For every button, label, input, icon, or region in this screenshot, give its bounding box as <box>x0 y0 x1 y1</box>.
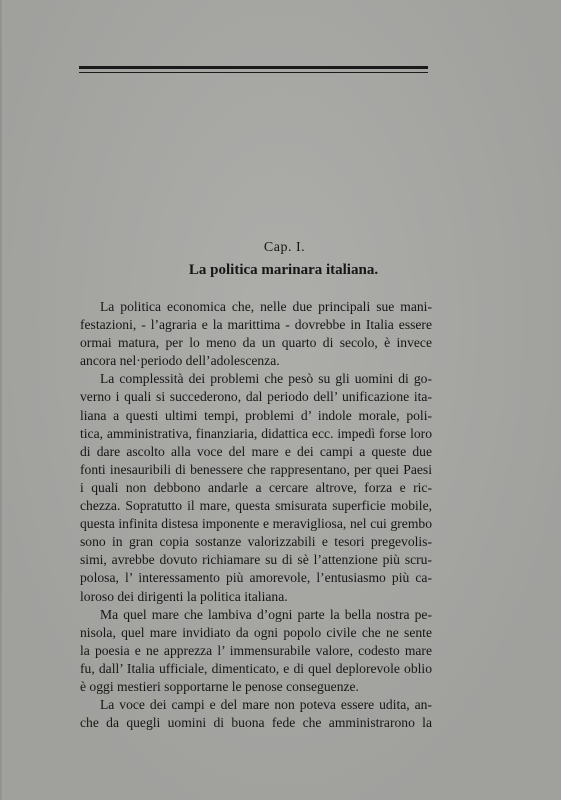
text-line: la poesia e ne apprezza l’ immensurabile valore, codesto mare <box>80 642 432 658</box>
text-line: nisola, quel mare invidiato da ogni popolo civile che ne sente <box>80 624 432 640</box>
text-line: liana a questi ultimi tempi, problemi d’ indole morale, poli- <box>80 407 432 423</box>
text-line: fonti inesauribili di benessere che rappresentano, per quei Paesi <box>80 461 432 477</box>
header-rule-thick <box>79 66 428 69</box>
chapter-title: La politica marinara italiana. <box>188 262 379 278</box>
text-line: ormai matura, per lo meno da un quarto di secolo, è invece <box>80 335 432 351</box>
text-line: polosa, l’ interessamento più amorevole, l’entusiasmo più ca- <box>80 570 432 586</box>
text-line: verno i quali si succederono, dal periodo dell’ unificazione ita- <box>80 389 432 405</box>
text-line: festazioni, - l’agraria e la marittima - dovrebbe in Italia essere <box>80 317 432 333</box>
text-line: tica, amministrativa, finanziaria, didattica ecc. impedì forse loro <box>80 425 432 441</box>
text-line: Ma quel mare che lambiva d’ogni parte la bella nostra pe- <box>100 606 432 622</box>
text-line: loroso dei dirigenti la politica italiana. <box>80 588 288 604</box>
text-line: che da quegli uomini di buona fede che amministrarono la <box>80 715 432 731</box>
text-line: di dare ascolto alla voce del mare e dei campi a queste due <box>80 443 432 459</box>
text-line: fu, dall’ Italia ufficiale, dimenticato, e di quel deplorevole oblio <box>80 660 432 676</box>
text-line: è oggi mestieri sopportarne le penose conseguenze. <box>80 678 359 694</box>
page-edge-shadow <box>0 0 4 800</box>
text-line: La politica economica che, nelle due principali sue mani- <box>100 299 432 314</box>
chapter-heading: Cap. I. <box>263 240 306 255</box>
text-line: La voce dei campi e del mare non poteva essere udita, an- <box>100 697 432 713</box>
text-line: La complessità dei problemi che pesò su gli uomini di go- <box>100 371 432 387</box>
text-line: simi, avrebbe dovuto richiamare su di sè l’attenzione più scru- <box>80 552 432 568</box>
body-text <box>80 298 432 732</box>
text-line: questa infinita distesa imponente e meravigliosa, nel cui grembo <box>80 516 432 532</box>
text-line: ancora nel·periodo dell’adolescenza. <box>80 353 280 369</box>
text-line: i quali non debbono andarle a cercare altrove, forza e ric- <box>80 479 432 495</box>
text-line: chezza. Sopratutto il mare, questa smisurata superficie mobile, <box>80 498 432 514</box>
text-line: sono in gran copia sostanze valorizzabili e tesori pregevolis- <box>80 534 432 550</box>
header-rule-thin <box>79 72 428 73</box>
